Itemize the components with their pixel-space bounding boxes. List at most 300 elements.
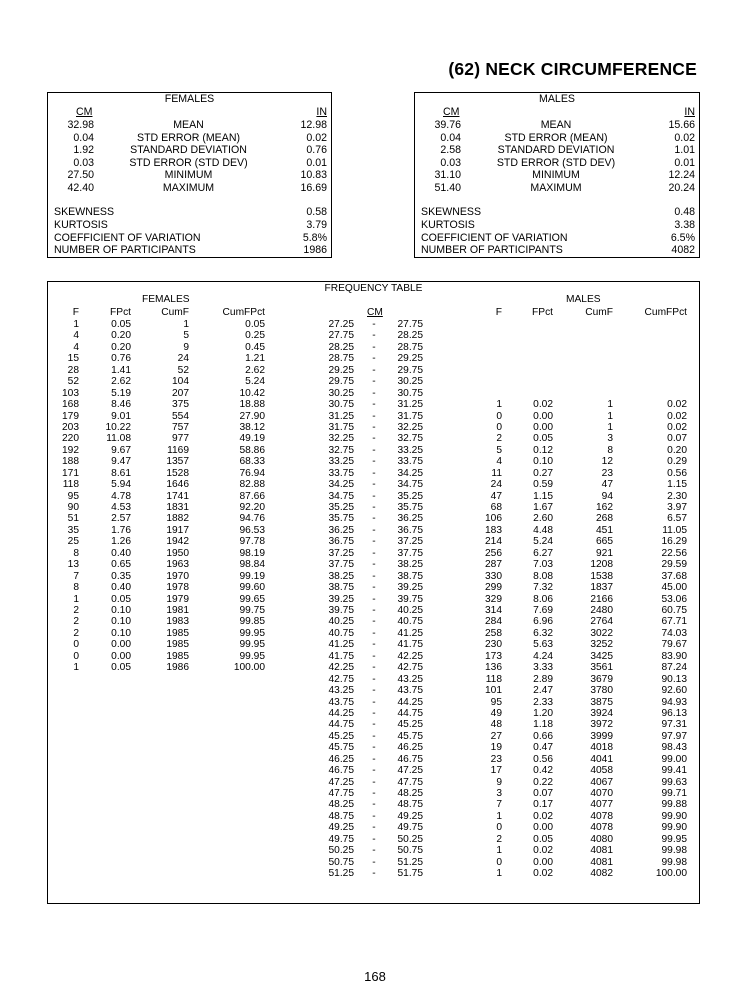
female-fpct: 0.76 bbox=[111, 353, 131, 365]
stat-cm-value: 0.04 bbox=[73, 131, 94, 144]
cm-low: 32.75 bbox=[328, 444, 354, 456]
female-cumf: 1882 bbox=[166, 513, 189, 525]
female-fpct: 11.08 bbox=[106, 433, 131, 445]
col-header-fpct: FPct bbox=[532, 307, 553, 318]
table-row bbox=[48, 777, 699, 788]
cm-low: 35.25 bbox=[328, 502, 354, 514]
table-row bbox=[48, 811, 699, 822]
male-cumfpct: 99.88 bbox=[661, 799, 687, 811]
cm-high: 48.75 bbox=[397, 799, 423, 811]
cm-dash: - bbox=[372, 341, 376, 353]
female-cumf: 1978 bbox=[166, 582, 189, 594]
male-cumf: 1 bbox=[607, 410, 613, 422]
male-cumf: 94 bbox=[601, 490, 613, 502]
cm-low: 49.75 bbox=[328, 833, 354, 845]
cm-dash: - bbox=[372, 570, 376, 582]
female-cumf: 757 bbox=[172, 421, 189, 433]
cm-dash: - bbox=[372, 410, 376, 422]
female-cumf: 1950 bbox=[166, 547, 189, 559]
male-f: 0 bbox=[496, 410, 502, 422]
cm-high: 30.25 bbox=[397, 376, 423, 388]
table-row bbox=[48, 594, 699, 605]
stat-in-value: 0.01 bbox=[674, 156, 695, 169]
stat-label: MAXIMUM bbox=[162, 182, 215, 194]
stat-label: MINIMUM bbox=[164, 169, 213, 182]
cm-dash: - bbox=[372, 685, 376, 697]
stat-extra-value: 0.48 bbox=[674, 206, 695, 218]
table-row bbox=[48, 342, 699, 353]
female-fpct: 0.10 bbox=[111, 605, 131, 616]
cm-header: CM bbox=[76, 106, 93, 118]
female-fpct: 0.10 bbox=[111, 616, 131, 628]
cm-dash: - bbox=[372, 765, 376, 777]
table-row bbox=[48, 445, 699, 456]
cm-high: 39.75 bbox=[397, 593, 423, 605]
female-fpct: 5.94 bbox=[111, 479, 131, 491]
stat-row bbox=[415, 132, 699, 145]
stat-label: STANDARD DEVIATION bbox=[130, 144, 247, 157]
male-fpct: 0.05 bbox=[533, 433, 553, 445]
stat-in-value: 0.01 bbox=[306, 156, 327, 169]
col-header-f: F bbox=[495, 307, 502, 318]
female-f: 4 bbox=[73, 330, 79, 342]
female-cumf: 1986 bbox=[166, 662, 189, 674]
male-fpct: 0.07 bbox=[533, 788, 553, 800]
cm-low: 47.75 bbox=[328, 788, 354, 800]
stat-in-value: 10.83 bbox=[300, 169, 327, 182]
male-f: 7 bbox=[496, 799, 502, 811]
male-cumfpct: 0.02 bbox=[667, 421, 687, 433]
male-f: 1 bbox=[496, 845, 502, 857]
male-cumfpct: 100.00 bbox=[655, 868, 687, 880]
cm-low: 34.75 bbox=[328, 490, 354, 502]
cm-low: 33.75 bbox=[328, 467, 354, 479]
cm-low: 41.25 bbox=[328, 639, 354, 651]
stat-extra-label: KURTOSIS bbox=[421, 218, 475, 231]
table-row bbox=[48, 628, 699, 639]
female-fpct: 0.65 bbox=[111, 559, 131, 571]
female-cumf: 1357 bbox=[166, 456, 189, 468]
cm-low: 46.75 bbox=[328, 765, 354, 777]
in-header: IN bbox=[684, 106, 695, 118]
stat-cm-value: 51.40 bbox=[434, 182, 461, 194]
table-row bbox=[48, 868, 699, 879]
cm-high: 36.75 bbox=[397, 524, 423, 536]
cm-low: 37.75 bbox=[328, 559, 354, 571]
table-row bbox=[48, 742, 699, 753]
cm-high: 37.75 bbox=[397, 547, 423, 559]
stat-cm-value: 39.76 bbox=[434, 119, 461, 131]
cm-dash: - bbox=[372, 650, 376, 662]
cm-dash: - bbox=[372, 479, 376, 491]
female-fpct: 0.05 bbox=[111, 319, 131, 330]
male-cumf: 4070 bbox=[590, 788, 613, 800]
page-number: 168 bbox=[364, 969, 386, 984]
table-row bbox=[48, 468, 699, 479]
cm-dash: - bbox=[372, 742, 376, 754]
male-f: 24 bbox=[490, 479, 502, 491]
female-f: 51 bbox=[67, 513, 79, 525]
cm-header: CM bbox=[367, 307, 383, 318]
table-row bbox=[48, 456, 699, 467]
frequency-table bbox=[47, 281, 700, 904]
female-cumfpct: 0.25 bbox=[245, 330, 265, 342]
cm-dash: - bbox=[372, 845, 376, 857]
male-cumf: 3875 bbox=[590, 696, 613, 708]
female-cumfpct: 99.95 bbox=[239, 650, 265, 662]
male-f: 49 bbox=[490, 707, 502, 719]
cm-dash: - bbox=[372, 696, 376, 708]
table-row bbox=[48, 433, 699, 444]
female-cumfpct: 100.00 bbox=[233, 662, 265, 674]
female-f: 203 bbox=[62, 421, 79, 433]
males-label: MALES bbox=[566, 294, 601, 305]
male-cumfpct: 97.31 bbox=[661, 719, 687, 731]
male-fpct: 2.47 bbox=[533, 685, 553, 697]
male-cumf: 1 bbox=[607, 421, 613, 433]
male-f: 4 bbox=[496, 456, 502, 468]
cm-dash: - bbox=[372, 605, 376, 616]
cm-high: 34.75 bbox=[397, 479, 423, 491]
female-cumfpct: 92.20 bbox=[239, 502, 265, 514]
female-cumfpct: 97.78 bbox=[239, 536, 265, 548]
table-row bbox=[48, 799, 699, 810]
stat-row bbox=[415, 169, 699, 182]
male-cumfpct: 83.90 bbox=[661, 650, 687, 662]
cm-low: 48.25 bbox=[328, 799, 354, 811]
table-row bbox=[48, 616, 699, 627]
female-cumf: 9 bbox=[183, 341, 189, 353]
male-fpct: 0.22 bbox=[533, 776, 553, 788]
male-fpct: 0.00 bbox=[533, 410, 553, 422]
table-row bbox=[48, 479, 699, 490]
cm-dash: - bbox=[372, 616, 376, 628]
cm-high: 32.25 bbox=[397, 421, 423, 433]
male-fpct: 7.03 bbox=[533, 559, 553, 571]
male-f: 1 bbox=[496, 810, 502, 822]
stat-row bbox=[415, 119, 699, 132]
table-row bbox=[48, 559, 699, 570]
male-fpct: 0.05 bbox=[533, 833, 553, 845]
cm-low: 33.25 bbox=[328, 456, 354, 468]
stat-extra-value: 4082 bbox=[671, 244, 695, 257]
col-header-cumfpct: CumFPct bbox=[222, 307, 265, 318]
male-f: 27 bbox=[490, 730, 502, 742]
table-row bbox=[48, 765, 699, 776]
cm-low: 37.25 bbox=[328, 547, 354, 559]
cm-high: 31.25 bbox=[397, 399, 423, 411]
male-fpct: 0.00 bbox=[533, 822, 553, 834]
females-group-label: FEMALES bbox=[164, 93, 215, 105]
female-cumf: 1985 bbox=[166, 627, 189, 639]
cm-dash: - bbox=[372, 582, 376, 594]
male-cumf: 8 bbox=[607, 444, 613, 456]
cm-high: 40.25 bbox=[397, 605, 423, 616]
stat-extra-label: NUMBER OF PARTICIPANTS bbox=[421, 244, 563, 257]
female-cumf: 1646 bbox=[166, 479, 189, 491]
cm-low: 31.25 bbox=[328, 410, 354, 422]
male-cumf: 2480 bbox=[590, 605, 613, 616]
stat-label: STANDARD DEVIATION bbox=[497, 144, 615, 157]
cm-high: 39.25 bbox=[397, 582, 423, 594]
stat-extra-label: KURTOSIS bbox=[54, 218, 108, 231]
male-cumf: 3972 bbox=[590, 719, 613, 731]
stat-extra-label: SKEWNESS bbox=[421, 206, 482, 218]
stat-row bbox=[415, 182, 699, 195]
male-cumfpct: 90.13 bbox=[661, 673, 687, 685]
male-fpct: 0.02 bbox=[533, 868, 553, 880]
cm-low: 36.75 bbox=[328, 536, 354, 548]
male-f: 9 bbox=[496, 776, 502, 788]
female-cumfpct: 82.88 bbox=[239, 479, 265, 491]
stat-in-value: 0.02 bbox=[674, 131, 695, 144]
male-fpct: 6.32 bbox=[533, 627, 553, 639]
cm-low: 43.75 bbox=[328, 696, 354, 708]
female-fpct: 8.46 bbox=[111, 399, 131, 411]
female-cumf: 52 bbox=[177, 364, 189, 376]
female-cumf: 977 bbox=[172, 433, 189, 445]
stat-in-value: 20.24 bbox=[668, 182, 695, 194]
cm-dash: - bbox=[372, 662, 376, 674]
male-f: 5 bbox=[496, 444, 502, 456]
male-fpct: 4.24 bbox=[533, 650, 553, 662]
male-cumfpct: 97.97 bbox=[661, 730, 687, 742]
male-f: 17 bbox=[490, 765, 502, 777]
cm-high: 30.75 bbox=[397, 387, 423, 399]
male-cumfpct: 37.68 bbox=[661, 570, 687, 582]
stat-extra-row bbox=[48, 219, 331, 232]
table-row bbox=[48, 536, 699, 547]
cm-dash: - bbox=[372, 467, 376, 479]
cm-dash: - bbox=[372, 707, 376, 719]
male-fpct: 4.48 bbox=[533, 524, 553, 536]
female-fpct: 0.40 bbox=[111, 582, 131, 594]
male-cumfpct: 98.43 bbox=[661, 742, 687, 754]
female-cumf: 104 bbox=[172, 376, 189, 388]
male-fpct: 7.69 bbox=[533, 605, 553, 616]
cm-high: 37.25 bbox=[397, 536, 423, 548]
cm-high: 28.25 bbox=[397, 330, 423, 342]
females-summary-box bbox=[47, 92, 332, 258]
stat-cm-value: 27.50 bbox=[67, 169, 94, 182]
stat-extra-row bbox=[415, 219, 699, 232]
table-row bbox=[48, 754, 699, 765]
male-cumf: 4077 bbox=[590, 799, 613, 811]
male-f: 23 bbox=[490, 753, 502, 765]
male-cumfpct: 0.29 bbox=[667, 456, 687, 468]
female-cumf: 1985 bbox=[166, 650, 189, 662]
male-cumfpct: 87.24 bbox=[661, 662, 687, 674]
male-f: 47 bbox=[490, 490, 502, 502]
female-cumfpct: 98.19 bbox=[239, 547, 265, 559]
male-cumf: 3022 bbox=[590, 627, 613, 639]
male-cumf: 3561 bbox=[590, 662, 613, 674]
female-f: 2 bbox=[73, 605, 79, 616]
cm-dash: - bbox=[372, 868, 376, 880]
stat-label: STD ERROR (MEAN) bbox=[137, 131, 240, 144]
male-cumfpct: 53.06 bbox=[661, 593, 687, 605]
male-f: 101 bbox=[485, 685, 502, 697]
female-cumfpct: 99.85 bbox=[239, 616, 265, 628]
cm-high: 32.75 bbox=[397, 433, 423, 445]
female-cumfpct: 2.62 bbox=[245, 364, 265, 376]
table-row bbox=[48, 422, 699, 433]
stat-row bbox=[415, 144, 699, 157]
table-row bbox=[48, 411, 699, 422]
cm-high: 42.25 bbox=[397, 650, 423, 662]
female-cumfpct: 99.75 bbox=[239, 605, 265, 616]
female-fpct: 1.26 bbox=[111, 536, 131, 548]
table-row bbox=[48, 571, 699, 582]
stat-label: MINIMUM bbox=[532, 169, 580, 182]
male-cumfpct: 0.56 bbox=[667, 467, 687, 479]
cm-high: 47.75 bbox=[397, 776, 423, 788]
table-row bbox=[48, 697, 699, 708]
cm-low: 44.25 bbox=[328, 707, 354, 719]
cm-high: 51.25 bbox=[397, 856, 423, 868]
stat-extra-row bbox=[48, 206, 331, 219]
male-cumfpct: 29.59 bbox=[661, 559, 687, 571]
stat-in-value: 0.76 bbox=[306, 144, 327, 157]
male-fpct: 5.24 bbox=[533, 536, 553, 548]
cm-high: 35.25 bbox=[397, 490, 423, 502]
cm-high: 44.75 bbox=[397, 707, 423, 719]
cm-high: 41.25 bbox=[397, 627, 423, 639]
table-row bbox=[48, 319, 699, 330]
cm-dash: - bbox=[372, 444, 376, 456]
male-cumfpct: 99.95 bbox=[661, 833, 687, 845]
female-cumf: 1831 bbox=[166, 502, 189, 514]
male-cumfpct: 0.02 bbox=[667, 410, 687, 422]
male-cumf: 1 bbox=[607, 399, 613, 411]
male-f: 0 bbox=[496, 421, 502, 433]
cm-low: 47.25 bbox=[328, 776, 354, 788]
male-cumfpct: 11.05 bbox=[662, 524, 687, 536]
female-fpct: 10.22 bbox=[105, 421, 131, 433]
male-cumf: 47 bbox=[601, 479, 613, 491]
female-fpct: 0.40 bbox=[111, 547, 131, 559]
male-cumfpct: 94.93 bbox=[661, 696, 687, 708]
cm-low: 30.75 bbox=[328, 399, 354, 411]
female-fpct: 8.61 bbox=[111, 467, 131, 479]
cm-high: 41.75 bbox=[397, 639, 423, 651]
cm-low: 38.75 bbox=[328, 582, 354, 594]
in-header: IN bbox=[316, 106, 327, 118]
cm-high: 28.75 bbox=[397, 341, 423, 353]
male-fpct: 7.32 bbox=[533, 582, 553, 594]
male-f: 1 bbox=[496, 868, 502, 880]
male-cumfpct: 67.71 bbox=[661, 616, 687, 628]
cm-dash: - bbox=[372, 810, 376, 822]
cm-dash: - bbox=[372, 547, 376, 559]
male-fpct: 1.20 bbox=[533, 707, 553, 719]
cm-dash: - bbox=[372, 433, 376, 445]
cm-high: 38.25 bbox=[397, 559, 423, 571]
stat-row bbox=[48, 169, 331, 182]
female-cumf: 1741 bbox=[166, 490, 189, 502]
stat-extra-label: SKEWNESS bbox=[54, 206, 115, 218]
cm-dash: - bbox=[372, 399, 376, 411]
male-f: 183 bbox=[485, 524, 502, 536]
male-cumfpct: 0.20 bbox=[667, 444, 687, 456]
stat-extra-row bbox=[415, 206, 699, 219]
female-cumfpct: 87.66 bbox=[239, 490, 265, 502]
male-cumfpct: 99.90 bbox=[661, 822, 687, 834]
female-f: 2 bbox=[73, 627, 79, 639]
male-fpct: 0.47 bbox=[533, 742, 553, 754]
male-fpct: 2.33 bbox=[533, 696, 553, 708]
male-cumf: 451 bbox=[596, 524, 613, 536]
female-fpct: 0.10 bbox=[111, 627, 131, 639]
male-fpct: 8.06 bbox=[533, 593, 553, 605]
female-f: 4 bbox=[73, 341, 79, 353]
table-row bbox=[48, 788, 699, 799]
cm-low: 39.75 bbox=[328, 605, 354, 616]
cm-low: 29.25 bbox=[328, 364, 354, 376]
cm-high: 38.75 bbox=[397, 570, 423, 582]
female-f: 1 bbox=[73, 662, 79, 674]
stat-extra-row bbox=[48, 232, 331, 245]
table-row bbox=[48, 857, 699, 868]
male-f: 2 bbox=[496, 833, 502, 845]
female-fpct: 2.62 bbox=[111, 376, 131, 388]
stat-row bbox=[48, 157, 331, 170]
cm-low: 35.75 bbox=[328, 513, 354, 525]
cm-dash: - bbox=[372, 559, 376, 571]
male-cumfpct: 45.00 bbox=[661, 582, 687, 594]
female-f: 7 bbox=[73, 570, 79, 582]
stat-row bbox=[415, 157, 699, 170]
cm-dash: - bbox=[372, 513, 376, 525]
female-f: 8 bbox=[73, 547, 79, 559]
female-fpct: 0.20 bbox=[111, 341, 131, 353]
cm-dash: - bbox=[372, 319, 376, 330]
female-cumfpct: 0.45 bbox=[245, 341, 265, 353]
male-fpct: 0.56 bbox=[533, 753, 553, 765]
cm-dash: - bbox=[372, 456, 376, 468]
cm-high: 49.75 bbox=[397, 822, 423, 834]
male-cumfpct: 99.98 bbox=[661, 845, 687, 857]
cm-low: 31.75 bbox=[328, 421, 354, 433]
stat-cm-value: 2.58 bbox=[440, 144, 461, 157]
cm-high: 42.75 bbox=[397, 662, 423, 674]
cm-low: 36.25 bbox=[328, 524, 354, 536]
male-f: 299 bbox=[485, 582, 502, 594]
male-cumfpct: 99.63 bbox=[661, 776, 687, 788]
male-fpct: 0.02 bbox=[533, 845, 553, 857]
female-fpct: 9.67 bbox=[111, 444, 131, 456]
cm-low: 40.75 bbox=[328, 627, 354, 639]
female-cumfpct: 98.84 bbox=[239, 559, 265, 571]
female-fpct: 4.53 bbox=[111, 502, 131, 514]
female-cumf: 554 bbox=[172, 410, 189, 422]
male-f: 214 bbox=[485, 536, 502, 548]
female-cumfpct: 1.21 bbox=[245, 353, 265, 365]
female-cumfpct: 58.86 bbox=[239, 444, 265, 456]
cm-low: 42.75 bbox=[328, 673, 354, 685]
cm-high: 36.25 bbox=[397, 513, 423, 525]
page-title: (62) NECK CIRCUMFERENCE bbox=[448, 59, 697, 79]
stat-in-value: 1.01 bbox=[674, 144, 695, 157]
stat-in-value: 12.24 bbox=[668, 169, 695, 182]
male-cumf: 4082 bbox=[590, 868, 613, 880]
cm-high: 51.75 bbox=[397, 868, 423, 880]
female-f: 95 bbox=[67, 490, 79, 502]
cm-dash: - bbox=[372, 536, 376, 548]
male-cumf: 4058 bbox=[590, 765, 613, 777]
male-fpct: 0.66 bbox=[533, 730, 553, 742]
cm-high: 29.25 bbox=[397, 353, 423, 365]
